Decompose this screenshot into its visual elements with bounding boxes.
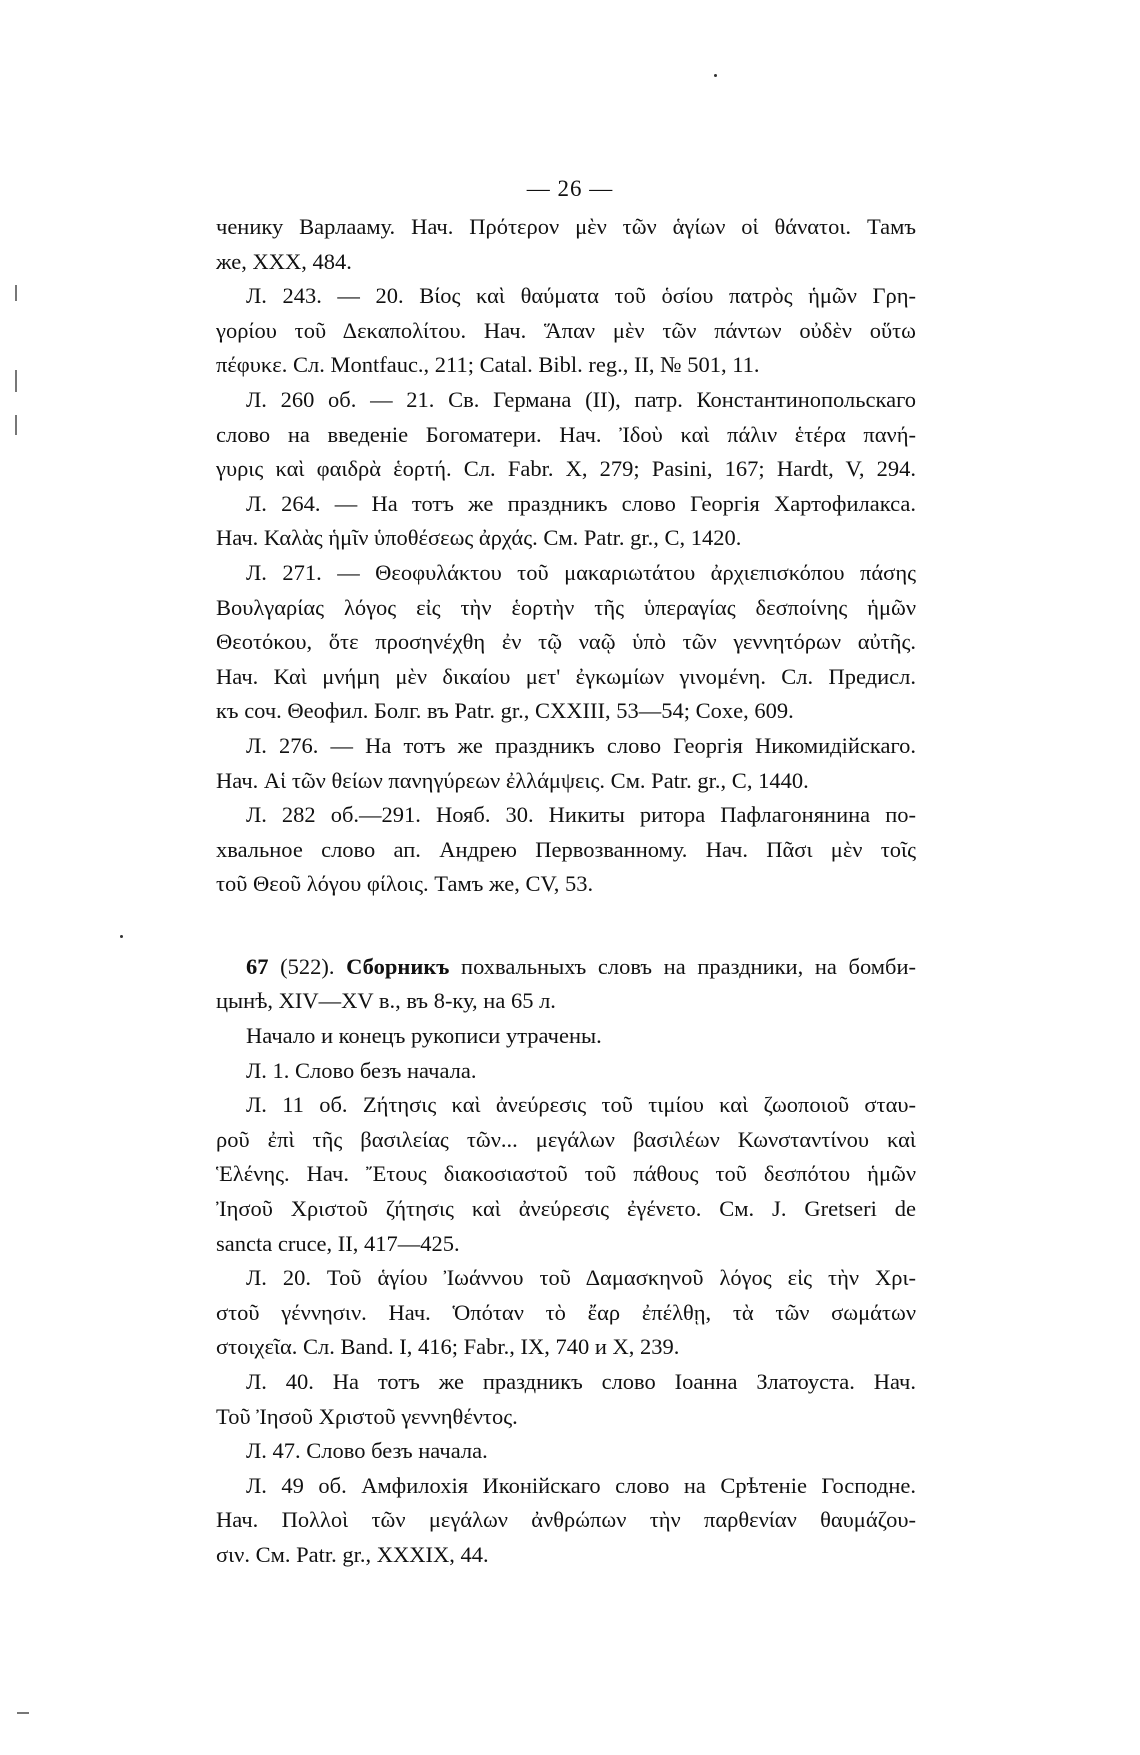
section-gap [216, 902, 916, 950]
text-line: Л. 271. — Θεοφυλάκτου τοῦ μακαριωτάτου ἀρχιεπισκόπου πάσης [246, 559, 916, 585]
text-line: Л. 47. Слово безъ начала. [246, 1438, 488, 1464]
text-line: Нач. Αἱ τῶν θείων πανηγύρεων ἐλλάμψεις. См. Patr. gr., C, 1440. [216, 767, 809, 793]
text-line: Л. 40. На тотъ же праздникъ слово Іоанна Златоуста. Нач. [246, 1369, 916, 1394]
margin-mark [15, 285, 17, 301]
text-line: къ соч. Θеофил. Болг. въ Patr. gr., CXXIII, 53—54; Coxe, 609. [216, 698, 794, 724]
text-line: Л. 276. — На тотъ же праздникъ слово Георгія Никомидійскаго. [246, 732, 916, 758]
text-line: Л. 282 об.—291. Нояб. 30. Никиты ритора Пафлагонянина по- [246, 802, 916, 828]
text-line: ченику Варлааму. Нач. Πρότερον μὲν τῶν ἁγίων οἱ θάνατοι. Тамъ [216, 214, 916, 239]
text-line: Л. 264. — На тотъ же праздникъ слово Георгія Хартофилакса. [246, 490, 916, 516]
text-line: же, XXX, 484. [216, 248, 352, 274]
text-line: Ἑλένης. Нач. Ἔτους διακοσιαστοῦ τοῦ πάθους τοῦ δεσπότου ἡμῶν [216, 1161, 916, 1187]
page-number: — 26 — [526, 176, 614, 201]
text-line: ροῦ ἐπὶ τῆς βασιλείας τῶν... μεγάλων βασιλέων Κωνσταντίνου καὶ [216, 1126, 916, 1152]
text-line: Нач. Πολλοὶ τῶν μεγάλων ἀνθρώπων τὴν παρθενίαν θαυμάζου- [216, 1507, 916, 1533]
text-line: Θεοτόκου, ὅτε προσηνέχθη ἐν τῷ ναῷ ὑπὸ τῶν γεννητόρων αὐτῆς. [216, 629, 916, 655]
entry-number: 67 [246, 953, 269, 979]
text-block [216, 210, 916, 1573]
text-line: Нач. Καὶ μνήμη μὲν δικαίου μετ' ἐγκωμίων γινομένη. Сл. Предисл. [216, 663, 916, 689]
text-line: Л. 1. Слово безъ начала. [246, 1057, 477, 1083]
stray-dot [120, 935, 123, 938]
entry-heading [216, 950, 916, 985]
stray-dot [714, 74, 717, 77]
text-line: Л. 20. Τοῦ ἁγίου Ἰωάννου τοῦ Δαμασκηνοῦ λόγος εἰς τὴν Χρι- [246, 1265, 916, 1291]
entry-title: Сборникъ [346, 953, 450, 979]
text-line: слово на введеніе Богоматери. Нач. Ἰδοὺ καὶ πάλιν ἑτέρα πανή- [216, 421, 916, 447]
entry-old-number: (522). [280, 953, 335, 979]
text-line: στοιχεῖα. Сл. Band. I, 416; Fabr., IX, 740 и X, 239. [216, 1334, 680, 1360]
text-line: Ἰησοῦ Χριστοῦ ζήτησις καὶ ἀνεύρεσις ἐγένετο. См. J. Gretseri de [216, 1196, 916, 1222]
margin-mark [17, 1712, 29, 1714]
text-line: Начало и конецъ рукописи утрачены. [246, 1023, 602, 1049]
text-line: хвальное слово ап. Андрею Первозванному. Нач. Πᾶσι μὲν τοῖς [216, 836, 916, 862]
text-line: Л. 11 об. Ζήτησις καὶ ἀνεύρεσις τοῦ τιμίου καὶ ζωοποιοῦ σταυ- [246, 1092, 916, 1118]
text-line: Л. 243. — 20. Βίος καὶ θαύματα τοῦ ὁσίου πατρὸς ἡμῶν Γρη- [246, 283, 916, 309]
text-line: Τοῦ Ἰησοῦ Χριστοῦ γεννηθέντος. [216, 1403, 518, 1429]
text-line: τοῦ Θεοῦ λόγου φίλοις. Тамъ же, CV, 53. [216, 871, 594, 897]
text-line: γυρις καὶ φαιδρὰ ἑορτή. Сл. Fabr. X, 279; Pasini, 167; Hardt, V, 294. [216, 456, 916, 482]
text-line: Л. 260 об. — 21. Св. Германа (II), патр. Константинопольскаго [246, 386, 916, 412]
text-line: γορίου τοῦ Δεκαπολίτου. Нач. Ἅπαν μὲν τῶν πάντων οὐδὲν οὕτω [216, 317, 916, 343]
entry-heading-text: похвальныхъ словъ на праздники, на бомби- [449, 953, 916, 979]
text-line: sancta cruce, II, 417—425. [216, 1230, 460, 1256]
margin-mark [15, 370, 17, 392]
margin-mark [15, 415, 17, 435]
text-line: πέφυκε. Сл. Montfauc., 211; Catal. Bibl. reg., II, № 501, 11. [216, 352, 760, 378]
text-line: цынѣ, XIV—XV в., въ 8-ку, на 65 л. [216, 988, 556, 1014]
text-line: Βουλγαρίας λόγος εἰς τὴν ἑορτὴν τῆς ὑπεραγίας δεσποίνης ἡμῶν [216, 594, 916, 620]
text-line: Л. 49 об. Амфилохія Иконійскаго слово на Срѣтеніе Господне. [246, 1472, 916, 1498]
text-line: σιν. См. Patr. gr., XXXIX, 44. [216, 1541, 489, 1567]
text-line: στοῦ γέννησιν. Нач. Ὁπόταν τὸ ἔαρ ἐπέλθῃ, τὰ τῶν σωμάτων [216, 1299, 916, 1325]
text-line: Нач. Καλὰς ἡμῖν ὑποθέσεως ἀρχάς. См. Patr. gr., C, 1420. [216, 525, 742, 551]
